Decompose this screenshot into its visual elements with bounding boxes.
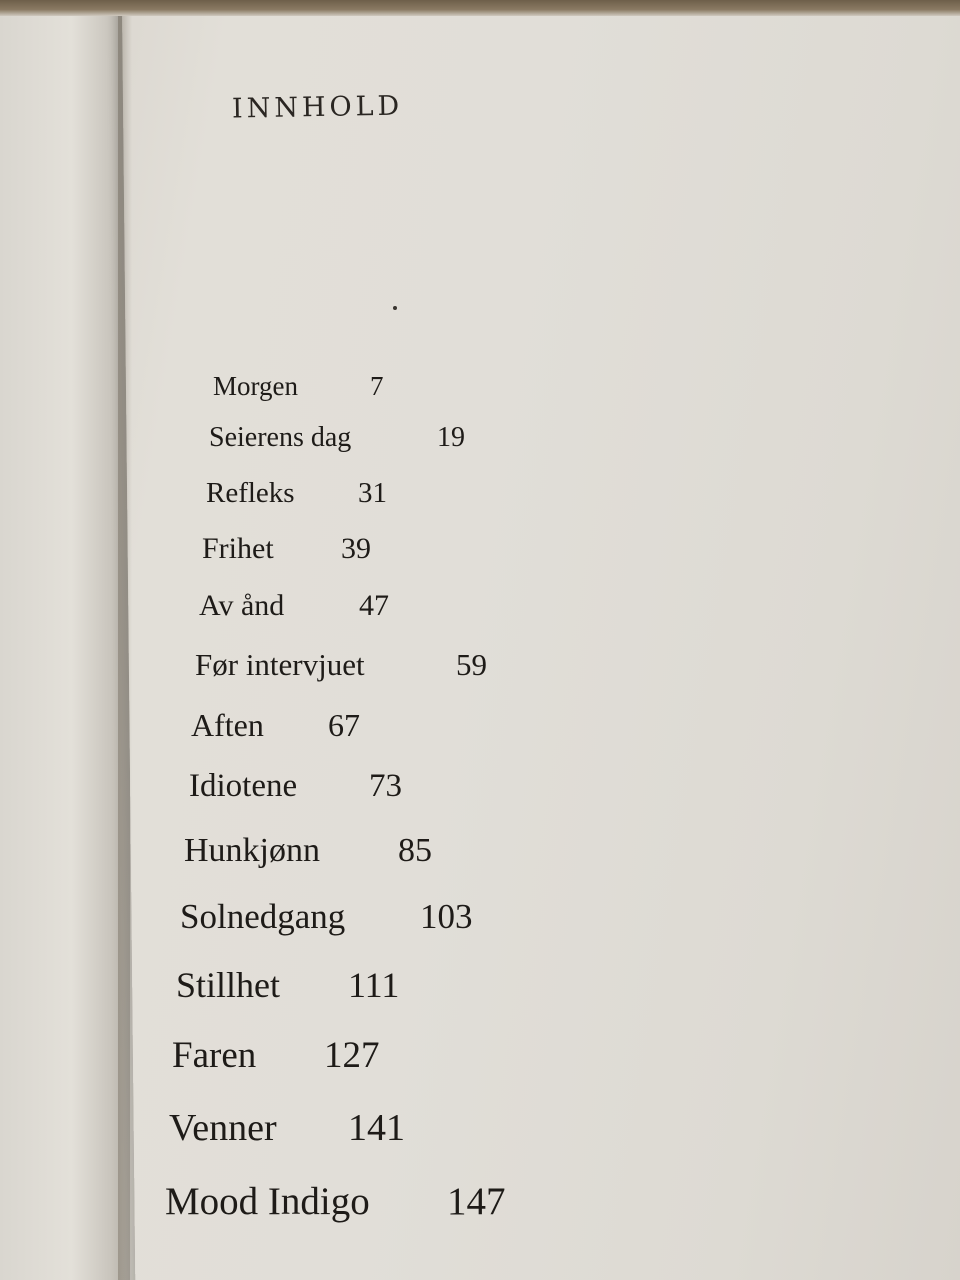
toc-title: Mood Indigo <box>165 1180 370 1223</box>
toc-title: Stillhet <box>176 965 281 1005</box>
toc-title: Venner <box>169 1107 277 1149</box>
toc-page-number: 85 <box>398 832 432 869</box>
toc-page-number: 147 <box>447 1180 506 1223</box>
toc-title: Frihet <box>202 532 274 565</box>
toc-page-number: 73 <box>369 768 402 804</box>
toc-title: Morgen <box>213 371 298 401</box>
toc-title: Seierens dag <box>209 422 352 453</box>
toc-title: Før intervjuet <box>195 647 365 682</box>
toc-title: Idiotene <box>189 768 298 804</box>
toc-entry <box>169 1107 405 1149</box>
toc-entry <box>184 832 432 869</box>
toc-entry <box>199 589 389 622</box>
toc-entry <box>206 477 387 509</box>
toc-entry <box>202 532 371 565</box>
toc-page-number: 111 <box>348 965 400 1005</box>
toc-title: Refleks <box>206 477 295 509</box>
toc-entry <box>195 647 487 682</box>
toc-entry <box>165 1180 506 1223</box>
toc-title: Hunkjønn <box>184 832 320 869</box>
toc-page-number: 7 <box>370 371 384 401</box>
toc-page-number: 39 <box>341 532 371 565</box>
toc-heading: INNHOLD <box>231 90 404 125</box>
toc-page-number: 59 <box>456 647 487 682</box>
toc-page-number: 103 <box>420 897 473 936</box>
toc-entry <box>191 707 360 743</box>
toc-page-number: 141 <box>348 1107 405 1149</box>
toc-entry <box>176 965 400 1005</box>
toc-page-number: 67 <box>328 707 360 743</box>
toc-title: Solnedgang <box>180 897 346 936</box>
toc-page-number: 47 <box>359 589 389 622</box>
toc-title: Av ånd <box>199 589 285 622</box>
toc-entry <box>180 897 473 936</box>
toc-entry <box>209 422 465 453</box>
toc-entry <box>213 371 384 401</box>
toc-entry <box>172 1035 380 1076</box>
toc-entry <box>189 768 402 804</box>
toc-title: Faren <box>172 1035 257 1076</box>
toc-title: Aften <box>191 707 264 743</box>
toc-page-number: 127 <box>324 1035 380 1076</box>
toc-page-number: 19 <box>437 422 465 453</box>
toc-page-number: 31 <box>358 477 387 509</box>
